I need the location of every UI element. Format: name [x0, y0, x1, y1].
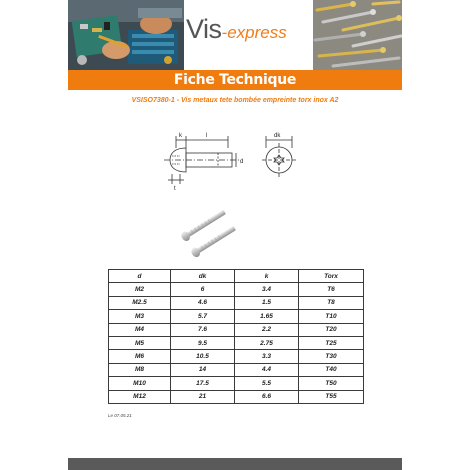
brand-logo-sub: -express: [221, 23, 287, 42]
cell-k: 3.4: [235, 283, 299, 296]
table-row: [109, 390, 364, 403]
cell-dk: 17.5: [171, 377, 235, 390]
cell-dk: 7.6: [171, 323, 235, 336]
cell-d: M4: [109, 323, 171, 336]
drawing-label-dk: dk: [274, 133, 281, 139]
document-date: Le 07.05.21: [108, 413, 132, 418]
spec-table: [108, 269, 364, 404]
cell-k: 4.4: [235, 363, 299, 376]
cell-k: 1.65: [235, 310, 299, 323]
cell-torx: T50: [299, 377, 364, 390]
title-banner: [68, 70, 402, 90]
header-photo-workbench: [68, 0, 184, 70]
footer-bar: [68, 458, 402, 470]
column-header-dk: dk: [171, 270, 235, 283]
cell-d: M5: [109, 336, 171, 349]
drawing-label-l: l: [206, 133, 208, 139]
column-header-torx: Torx: [299, 270, 364, 283]
cell-torx: T20: [299, 323, 364, 336]
cell-torx: T30: [299, 350, 364, 363]
cell-k: 1.5: [235, 296, 299, 309]
cell-d: M2: [109, 283, 171, 296]
cell-k: 3.3: [235, 350, 299, 363]
screws-pile-image: [313, 0, 402, 70]
cell-dk: 10.5: [171, 350, 235, 363]
cell-d: M10: [109, 377, 171, 390]
cell-dk: 4.6: [171, 296, 235, 309]
cell-torx: T55: [299, 390, 364, 403]
table-row: [109, 336, 364, 349]
cell-k: 6.6: [235, 390, 299, 403]
table-row: [109, 296, 364, 309]
cell-torx: T25: [299, 336, 364, 349]
table-row: [109, 323, 364, 336]
workbench-image: [68, 0, 184, 70]
brand-logo-main: Vis: [186, 14, 222, 44]
drawing-label-k: k: [179, 133, 182, 139]
table-row: [109, 350, 364, 363]
table-header-row: [109, 270, 364, 283]
cell-d: M2.5: [109, 296, 171, 309]
cell-k: 2.75: [235, 336, 299, 349]
brand-logo: [186, 14, 312, 54]
table-row: [109, 363, 364, 376]
cell-dk: 21: [171, 390, 235, 403]
cell-torx: T40: [299, 363, 364, 376]
cell-dk: 14: [171, 363, 235, 376]
technical-drawing: [158, 128, 338, 194]
column-header-d: d: [109, 270, 171, 283]
product-photo: [176, 202, 256, 262]
product-subtitle: VSISO7380-1 - Vis metaux tete bombée empreinte torx inox A2: [131, 97, 339, 104]
cell-torx: T6: [299, 283, 364, 296]
drawing-label-d: d: [240, 159, 244, 165]
cell-dk: 5.7: [171, 310, 235, 323]
cell-dk: 6: [171, 283, 235, 296]
table-row: [109, 283, 364, 296]
cell-d: M8: [109, 363, 171, 376]
table-row: [109, 310, 364, 323]
cell-k: 2.2: [235, 323, 299, 336]
cell-d: M3: [109, 310, 171, 323]
cell-torx: T10: [299, 310, 364, 323]
cell-d: M12: [109, 390, 171, 403]
table-row: [109, 377, 364, 390]
header-photo-screws: [313, 0, 402, 70]
cell-k: 5.5: [235, 377, 299, 390]
drawing-label-t: t: [174, 186, 176, 192]
cell-torx: T8: [299, 296, 364, 309]
cell-d: M6: [109, 350, 171, 363]
cell-dk: 9.5: [171, 336, 235, 349]
column-header-k: k: [235, 270, 299, 283]
banner-title: Fiche Technique: [173, 72, 297, 88]
datasheet-page: [68, 0, 402, 470]
